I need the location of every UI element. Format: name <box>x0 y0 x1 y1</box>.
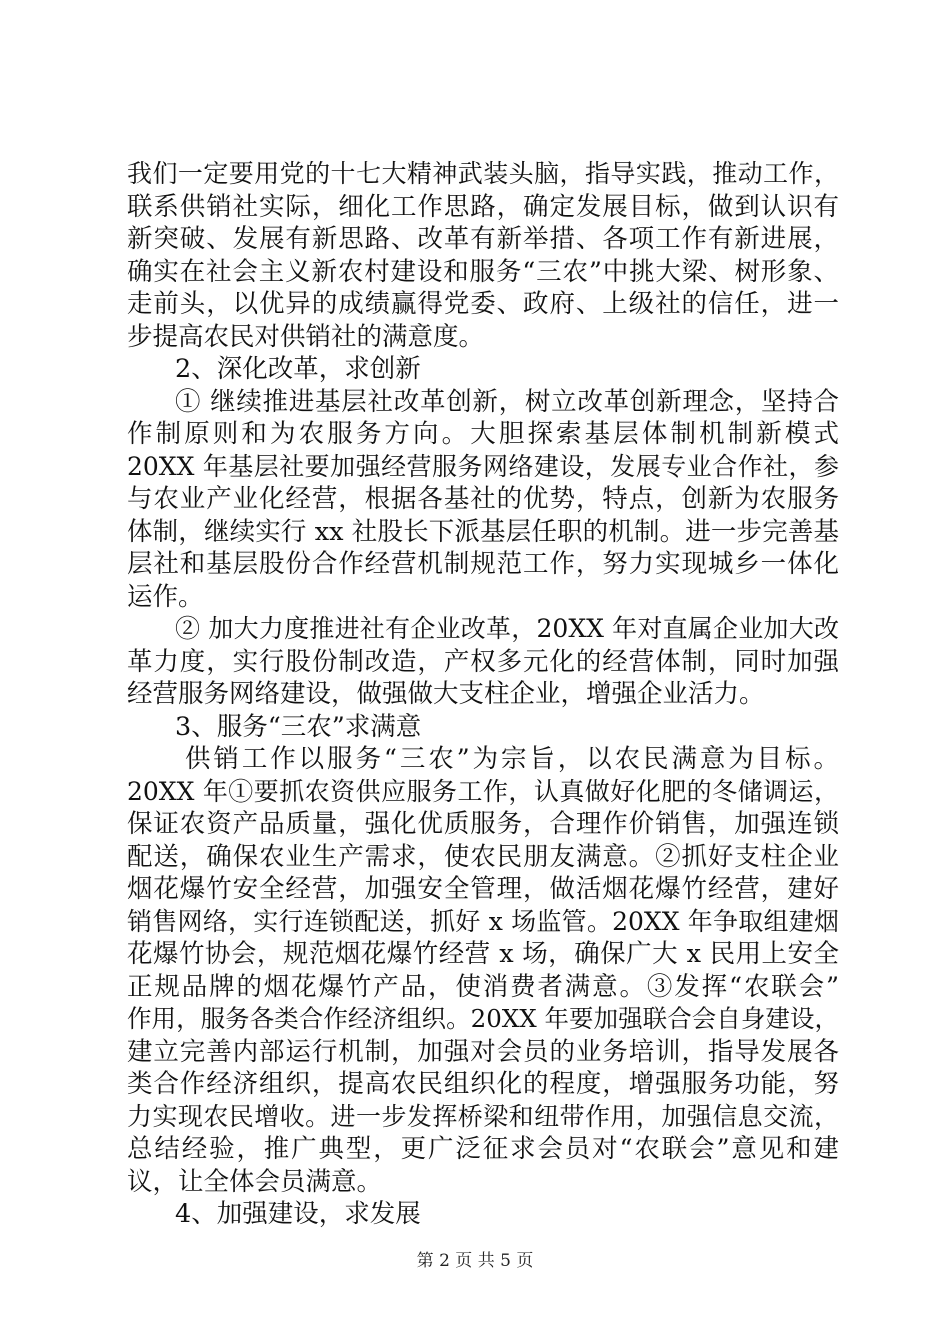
text-line: 作用，服务各类合作经济组织。20XX 年要加强联合会自身建设， <box>127 1004 839 1033</box>
text-line: 销售网络，实行连锁配送，抓好 x 场监管。20XX 年争取组建烟 <box>127 906 839 936</box>
section-heading: 3、服务“三农”求满意 <box>175 711 422 742</box>
text-line: 正规品牌的烟花爆竹产品，使消费者满意。③发挥“农联会” <box>127 971 839 1002</box>
text-line: 花爆竹协会，规范烟花爆竹经营 x 场，确保广大 x 民用上安全 <box>127 939 839 969</box>
text-line: 革力度，实行股份制改造，产权多元化的经营体制，同时加强 <box>127 646 839 677</box>
text-line: 与农业产业化经营，根据各基社的优势，特点，创新为农服务 <box>127 484 839 514</box>
text-line: 确实在社会主义新农村建设和服务“三农”中挑大梁、树形象、 <box>127 256 839 287</box>
text-line: 步提高农民对供销社的满意度。 <box>127 321 485 352</box>
text-line: 烟花爆竹安全经营，加强安全管理，做活烟花爆竹经营，建好 <box>127 874 839 904</box>
text-line: 新突破、发展有新思路、改革有新举措、各项工作有新进展， <box>127 224 839 254</box>
text-line: 配送，确保农业生产需求，使农民朋友满意。②抓好支柱企业 <box>127 841 839 872</box>
text-line: ① 继续推进基层社改革创新，树立改革创新理念，坚持合 <box>175 386 839 417</box>
text-line: 我们一定要用党的十七大精神武装头脑，指导实践，推动工作， <box>127 159 839 188</box>
document-body <box>127 158 839 1231</box>
text-line: 总结经验，推广典型，更广泛征求会员对“农联会”意见和建 <box>127 1134 839 1164</box>
text-line: 类合作经济组织，提高农民组织化的程度，增强服务功能，努 <box>127 1069 839 1099</box>
text-line: 力实现农民增收。进一步发挥桥梁和纽带作用，加强信息交流， <box>127 1101 839 1131</box>
text-line: 供销工作以服务“三农”为宗旨，以农民满意为目标。 <box>185 744 839 774</box>
text-line: 体制，继续实行 xx 社股长下派基层任职的机制。进一步完善基 <box>127 516 839 547</box>
text-line: ② 加大力度推进社有企业改革，20XX 年对直属企业加大改 <box>175 614 839 643</box>
text-line: 保证农资产品质量，强化优质服务，合理作价销售，加强连锁 <box>127 809 839 839</box>
section-heading: 2、深化改革，求创新 <box>175 354 421 384</box>
text-line: 走前头，以优异的成绩赢得党委、政府、上级社的信任，进一 <box>127 289 839 319</box>
text-line: 20XX 年基层社要加强经营服务网络建设，发展专业合作社，参 <box>127 451 839 481</box>
text-line: 层社和基层股份合作经营机制规范工作，努力实现城乡一体化 <box>127 549 839 579</box>
text-line: 作制原则和为农服务方向。大胆探索基层体制机制新模式 <box>127 419 839 449</box>
text-line: 建立完善内部运行机制，加强对会员的业务培训，指导发展各 <box>127 1036 839 1067</box>
text-line: 议，让全体会员满意。 <box>127 1166 383 1197</box>
text-line: 联系供销社实际，细化工作思路，确定发展目标，做到认识有 <box>127 191 839 222</box>
text-line: 经营服务网络建设，做强做大支柱企业，增强企业活力。 <box>127 679 765 709</box>
text-line: 运作。 <box>127 581 204 612</box>
page-number-footer: 第 2 页 共 5 页 <box>416 1251 534 1271</box>
section-heading: 4、加强建设，求发展 <box>175 1199 421 1229</box>
text-line: 20XX 年①要抓农资供应服务工作，认真做好化肥的冬储调运， <box>127 776 839 806</box>
